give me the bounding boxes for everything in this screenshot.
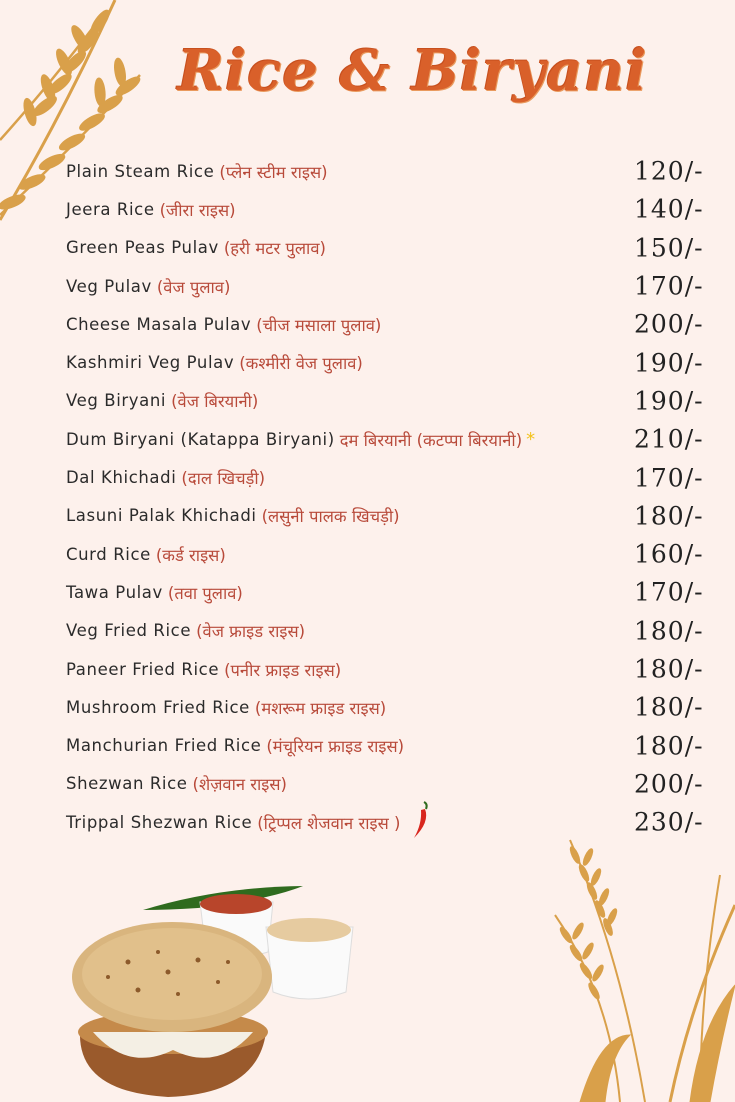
menu-item (66, 420, 726, 458)
menu-item (66, 573, 726, 611)
menu-item-price: 200/- (634, 769, 704, 799)
menu-item-hindi-name: (वेज बिरयानी) (171, 392, 259, 412)
menu-item-hindi-name: (मशरूम फ्राइड राइस) (254, 698, 387, 718)
menu-item (66, 190, 726, 228)
menu-item-name: Lasuni Palak Khichadi (66, 506, 257, 526)
menu-item-name: Veg Biryani (66, 391, 167, 411)
menu-item-hindi-name: (हरी मटर पुलाव) (223, 239, 326, 259)
menu-item-hindi-name: (मंचूरियन फ्राइड राइस) (266, 737, 405, 757)
menu-item-name: Kashmiri Veg Pulav (66, 353, 235, 373)
menu-item-name: Shezwan Rice (66, 774, 188, 794)
menu-item-name: Tawa Pulav (66, 582, 163, 602)
menu-item-name: Green Peas Pulav (66, 238, 219, 258)
menu-item (66, 726, 726, 764)
menu-item-name: Plain Steam Rice (66, 161, 215, 181)
menu-item-hindi-name: (चीज मसाला पुलाव) (256, 315, 382, 335)
menu-item (66, 497, 726, 535)
menu-list (66, 152, 726, 841)
menu-item-name: Curd Rice (66, 544, 151, 564)
menu-item-price: 180/- (634, 501, 704, 531)
menu-item-price: 180/- (634, 616, 704, 646)
menu-item (66, 152, 726, 190)
menu-item-hindi-name: (पनीर फ्राइड राइस) (224, 660, 342, 680)
menu-item-price: 180/- (634, 654, 704, 684)
menu-item (66, 305, 726, 343)
menu-item-name: Veg Pulav (66, 276, 152, 296)
menu-item (66, 765, 726, 803)
menu-item-price: 170/- (634, 271, 704, 301)
menu-item-name: Manchurian Fried Rice (66, 736, 262, 756)
menu-item-hindi-name: (जीरा राइस) (159, 200, 236, 220)
menu-item-hindi-name: (वेज पुलाव) (156, 277, 231, 297)
menu-item-hindi-name: (दाल खिचड़ी) (181, 469, 266, 489)
menu-item-price: 170/- (634, 463, 704, 493)
menu-item (66, 650, 726, 688)
menu-item-name: Mushroom Fried Rice (66, 697, 250, 717)
menu-item-hindi-name: (कश्मीरी वेज पुलाव) (239, 354, 363, 374)
menu-item-hindi-name: (कर्ड राइस) (155, 545, 226, 565)
menu-item-price: 140/- (634, 194, 704, 224)
wheat-stalk-icon (550, 835, 735, 1102)
menu-item-name: Paneer Fried Rice (66, 659, 220, 679)
menu-item-price: 230/- (634, 807, 704, 837)
menu-item-hindi-name: (तवा पुलाव) (167, 583, 243, 603)
menu-item-price: 160/- (634, 539, 704, 569)
menu-item-name: Trippal Shezwan Rice (66, 812, 253, 832)
menu-item-price: 150/- (634, 233, 704, 263)
menu-item-price: 200/- (634, 309, 704, 339)
menu-item-price: 190/- (634, 348, 704, 378)
menu-item (66, 382, 726, 420)
menu-item-hindi-name: (प्लेन स्टीम राइस) (219, 162, 328, 182)
menu-item-hindi-name: (शेज़वान राइस) (192, 775, 287, 795)
menu-item (66, 535, 726, 573)
menu-item (66, 612, 726, 650)
menu-item (66, 229, 726, 267)
star-mark: * (526, 428, 536, 450)
menu-item-name: Veg Fried Rice (66, 621, 192, 641)
menu-item-name: Dum Biryani (Katappa Biryani) (66, 429, 335, 449)
menu-item-name: Jeera Rice (66, 199, 155, 219)
menu-item (66, 688, 726, 726)
menu-item-price: 120/- (634, 156, 704, 186)
menu-item-hindi-name: (ट्रिप्पल शेजवान राइस ) (257, 813, 401, 833)
menu-item-price: 180/- (634, 731, 704, 761)
menu-item-name: Cheese Masala Pulav (66, 314, 252, 334)
menu-item-hindi-name: दम बिरयानी (कटप्पा बिरयानी) (339, 430, 523, 450)
menu-item-hindi-name: (लसुनी पालक खिचड़ी) (261, 507, 400, 527)
menu-item-name: Dal Khichadi (66, 468, 177, 488)
menu-item (66, 267, 726, 305)
menu-item-price: 180/- (634, 692, 704, 722)
page-title: Rice & Biryani (177, 38, 648, 104)
biryani-dish-image (68, 882, 358, 1102)
menu-item-price: 190/- (634, 386, 704, 416)
menu-item-price: 210/- (634, 424, 704, 454)
menu-item (66, 458, 726, 496)
menu-item (66, 343, 726, 381)
menu-item-hindi-name: (वेज फ्राइड राइस) (196, 622, 306, 642)
chili-icon (410, 800, 432, 840)
menu-item-price: 170/- (634, 577, 704, 607)
